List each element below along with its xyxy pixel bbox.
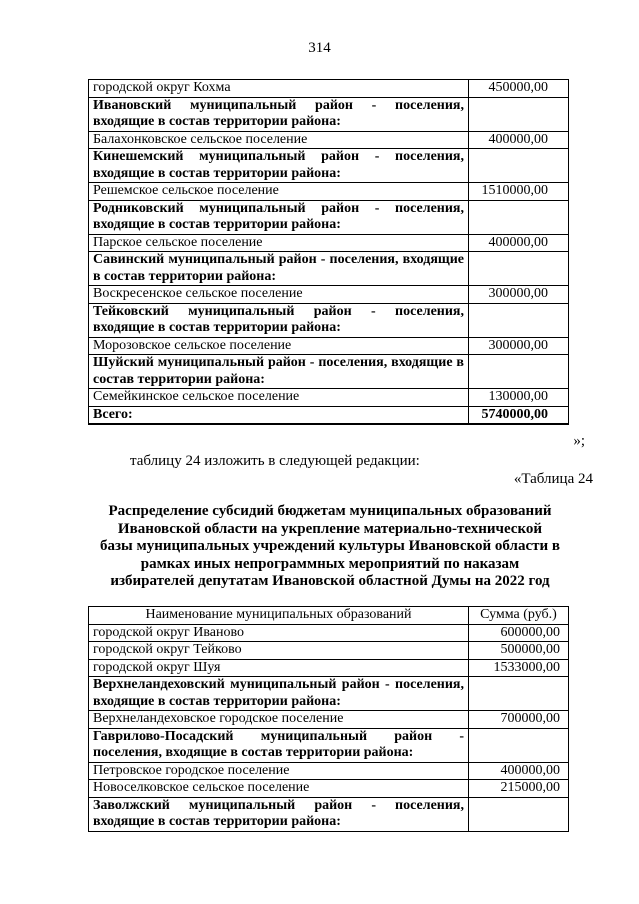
table-row <box>89 149 569 183</box>
amount-cell <box>469 797 569 831</box>
table-row <box>89 677 569 711</box>
district-name-cell: Кинешемский муниципальный район - поселения, входящие в состав территории района: <box>89 149 469 183</box>
table-row <box>89 797 569 831</box>
district-name-cell: Савинский муниципальный район - поселения, входящие в состав территории района: <box>89 252 469 286</box>
amount-cell <box>469 728 569 762</box>
table-row <box>89 659 569 677</box>
total-label: Всего: <box>89 406 469 424</box>
municipality-name-cell: городской округ Шуя <box>89 659 469 677</box>
amount-cell: 400000,00 <box>469 131 569 149</box>
table-row <box>89 728 569 762</box>
municipality-name-cell: Верхнеландеховское городское поселение <box>89 711 469 729</box>
table2-body <box>89 624 569 831</box>
amount-cell: 300000,00 <box>469 337 569 355</box>
district-name-cell: Заволжский муниципальный район - поселения, входящие в состав территории района: <box>89 797 469 831</box>
amount-cell: 500000,00 <box>469 642 569 660</box>
amount-cell <box>469 252 569 286</box>
column-header-amount: Сумма (руб.) <box>469 607 569 625</box>
table-row <box>89 642 569 660</box>
district-name-cell: Шуйский муниципальный район - поселения, входящие в состав территории района: <box>89 355 469 389</box>
amount-cell <box>469 303 569 337</box>
amount-cell: 600000,00 <box>469 624 569 642</box>
table-heading: Распределение субсидий бюджетам муниципальных образований Ивановской области на укрепление материально-технической базы муниципальных учреждений культуры Ивановской области в рамках иных непрограммных мероприятий по наказам избирателей депутатам Ивановской областной Думы на 2022 год <box>100 503 560 589</box>
amount-cell: 300000,00 <box>469 286 569 304</box>
municipality-name-cell: Новоселковское сельское поселение <box>89 780 469 798</box>
table-row <box>89 337 569 355</box>
table1-body <box>89 80 569 425</box>
total-amount: 5740000,00 <box>469 406 569 424</box>
amount-cell: 1533000,00 <box>469 659 569 677</box>
column-header-name: Наименование муниципальных образований <box>89 607 469 625</box>
amount-cell: 400000,00 <box>469 762 569 780</box>
instruction-text: таблицу 24 изложить в следующей редакции: <box>130 453 420 469</box>
table-row <box>89 97 569 131</box>
table-row <box>89 355 569 389</box>
table-row <box>89 234 569 252</box>
municipality-name-cell: городской округ Тейково <box>89 642 469 660</box>
amount-cell <box>469 200 569 234</box>
subsidy-table-continued <box>88 79 569 425</box>
subsidy-table-24 <box>88 606 569 832</box>
amount-cell <box>469 149 569 183</box>
municipality-name-cell: Парское сельское поселение <box>89 234 469 252</box>
closing-quote-mark: »; <box>573 433 585 449</box>
district-name-cell: Верхнеландеховский муниципальный район - поселения, входящие в состав территории района: <box>89 677 469 711</box>
municipality-name-cell: Морозовское сельское поселение <box>89 337 469 355</box>
table-row <box>89 80 569 98</box>
amount-cell: 130000,00 <box>469 389 569 407</box>
amount-cell: 700000,00 <box>469 711 569 729</box>
amount-cell: 215000,00 <box>469 780 569 798</box>
amount-cell <box>469 355 569 389</box>
table-row <box>89 200 569 234</box>
table-row <box>89 131 569 149</box>
table-header-row <box>89 607 569 625</box>
municipality-name-cell: городской округ Кохма <box>89 80 469 98</box>
municipality-name-cell: Решемское сельское поселение <box>89 183 469 201</box>
amount-cell <box>469 677 569 711</box>
table-row <box>89 303 569 337</box>
table-row <box>89 711 569 729</box>
table-row <box>89 389 569 407</box>
amount-cell: 400000,00 <box>469 234 569 252</box>
district-name-cell: Гаврилово-Посадский муниципальный район - поселения, входящие в состав территории района: <box>89 728 469 762</box>
table-row <box>89 624 569 642</box>
district-name-cell: Ивановский муниципальный район - поселения, входящие в состав территории района: <box>89 97 469 131</box>
table-row <box>89 252 569 286</box>
table-caption: «Таблица 24 <box>513 471 593 487</box>
municipality-name-cell: Петровское городское поселение <box>89 762 469 780</box>
municipality-name-cell: Семейкинское сельское поселение <box>89 389 469 407</box>
total-row <box>89 406 569 424</box>
amount-cell: 1510000,00 <box>469 183 569 201</box>
district-name-cell: Тейковский муниципальный район - поселения, входящие в состав территории района: <box>89 303 469 337</box>
municipality-name-cell: Воскресенское сельское поселение <box>89 286 469 304</box>
municipality-name-cell: Балахонковское сельское поселение <box>89 131 469 149</box>
page-number: 314 <box>308 40 331 56</box>
table-row <box>89 762 569 780</box>
table-row <box>89 780 569 798</box>
municipality-name-cell: городской округ Иваново <box>89 624 469 642</box>
table-row <box>89 183 569 201</box>
table-row <box>89 286 569 304</box>
district-name-cell: Родниковский муниципальный район - поселения, входящие в состав территории района: <box>89 200 469 234</box>
amount-cell <box>469 97 569 131</box>
amount-cell: 450000,00 <box>469 80 569 98</box>
